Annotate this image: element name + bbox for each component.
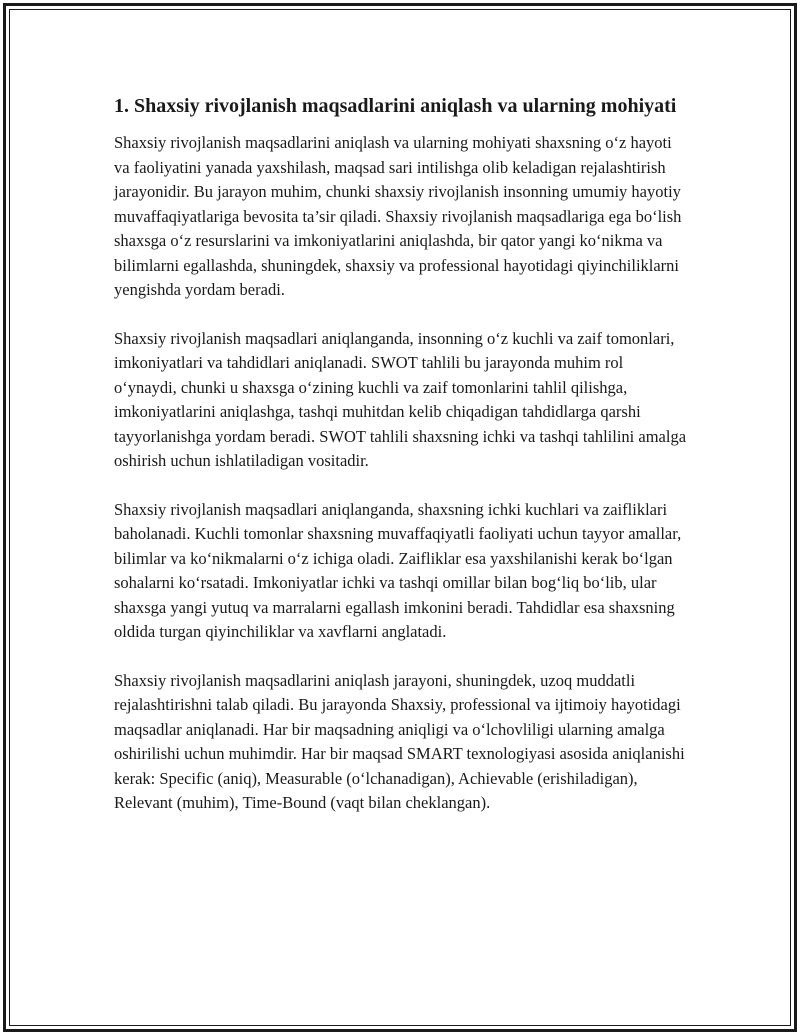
paragraph-strengths-weaknesses: Shaxsiy rivojlanish maqsadlari aniqlanganda, shaxsning ichki kuchlari va zaifliklari baholanadi. Kuchli tomonlar shaxsning muvaffaqiyatli faoliyati uchun tayyor amallar, bilimlar va ko‘nikmalarni o‘z ichiga oladi. Zaifliklar esa yaxshilanishi kerak bo‘lgan sohalarni ko‘rsatadi. Imkoniyatlar ichki va tashqi omillar bilan bog‘liq bo‘lib, ular shaxsga yangi yutuq va marralarni egallash imkonini beradi. Tahdidlar esa shaxsning oldida turgan qiyinchiliklar va xavflarni anglatadi. [114, 499, 682, 641]
paragraph-intro: Shaxsiy rivojlanish maqsadlarini aniqlash va ularning mohiyati shaxsning o‘z hayoti va faoliyatini yanada yaxshilash, maqsad sari intilishga olib keladigan rejalashtirish jarayonidir. Bu jarayon muhim, chunki shaxsiy rivojlanish insonning umumiy hayotiy muvaffaqiyatlariga bevosita ta’sir qiladi. Shaxsiy rivojlanish maqsadlariga ega bo‘lish shaxsga o‘z resurslarini va imkoniyatlarini aniqlashda, bir qator yangi ko‘nikma va bilimlarni egallashda, shuningdek, shaxsiy va professional hayotidagi qiyinchiliklarni yengishda yordam beradi. [114, 133, 682, 299]
paragraph-swot: Shaxsiy rivojlanish maqsadlari aniqlanganda, insonning o‘z kuchli va zaif tomonlari, imkoniyatlari va tahdidlari aniqlanadi. SWOT tahlili bu jarayonda muhim rol o‘ynaydi, chunki u shaxsga o‘zining kuchli va zaif tomonlarini tahlil qilishga, imkoniyatlarini aniqlashga, tashqi muhitdan kelib chiqadigan tahdidlarga qarshi tayyorlanishga yordam beradi. SWOT tahlili shaxsning ichki va tashqi tahlilini amalga oshirish uchun ishlatiladigan vositadir. [114, 328, 687, 470]
section-heading: 1. Shaxsiy rivojlanish maqsadlarini aniqlash va ularning mohiyati [114, 95, 677, 117]
paragraph-smart: Shaxsiy rivojlanish maqsadlarini aniqlash jarayoni, shuningdek, uzoq muddatli rejalashtirishni talab qiladi. Bu jarayonda Shaxsiy, professional va ijtimoiy hayotidagi maqsadlar aniqlanadi. Har bir maqsadning aniqligi va o‘lchovliligi ularning amalga oshirilishi uchun muhimdir. Har bir maqsad SMART texnologiyasi asosida aniqlanishi kerak: Specific (aniq), Measurable (o‘lchanadigan), Achievable (erishiladigan), Relevant (muhim), Time-Bound (vaqt bilan cheklangan). [114, 670, 685, 812]
document-body [114, 93, 689, 840]
